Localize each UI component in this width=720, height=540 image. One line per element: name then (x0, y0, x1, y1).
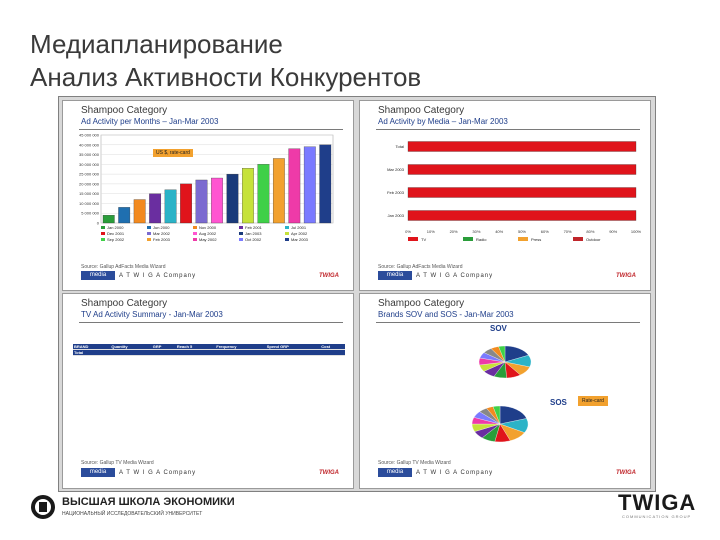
legend-swatch (285, 232, 289, 235)
y-tick-label: 30 000 000 (78, 161, 99, 167)
panel-sov-sos (359, 293, 651, 489)
company-word: Company (460, 470, 494, 476)
legend-swatch (408, 237, 418, 241)
total-cell (215, 350, 265, 356)
chart-annotation: US $, rate-card (153, 149, 193, 157)
x-tick-label: 80% (586, 229, 595, 234)
bar (211, 178, 222, 223)
col-quantity: Quantity (110, 344, 151, 350)
twiga-subtitle: COMMUNICATION GROUP (622, 514, 692, 519)
company-label (416, 273, 493, 279)
y-tick-label: 35 000 000 (78, 152, 99, 158)
panel-subtitle: Brands SOV and SOS - Jan-Mar 2003 (378, 310, 514, 319)
company-word: Company (163, 470, 197, 476)
bar (258, 164, 269, 223)
legend-label: Jun 2000 (153, 225, 170, 230)
x-tick-label: 90% (609, 229, 618, 234)
legend-swatch (573, 237, 583, 241)
col-brand: BRAND (73, 344, 110, 350)
bar (320, 145, 331, 223)
total-cell (320, 350, 345, 356)
x-tick-label: 70% (563, 229, 572, 234)
legend-swatch (239, 226, 243, 229)
x-tick-label: 100% (630, 229, 642, 234)
y-tick-label: 15 000 000 (78, 191, 99, 197)
bar-segment (408, 211, 636, 221)
bar (165, 190, 176, 223)
twiga-badge: TWIGA (616, 273, 636, 279)
category-label: Jan 2003 (387, 213, 404, 218)
panel-tv-summary (62, 293, 354, 489)
table-total-row (73, 350, 345, 356)
legend-label: Mar 2003 (291, 237, 308, 242)
legend-swatch (193, 232, 197, 235)
legend-label: Press (531, 237, 542, 242)
legend-label: Jul 2001 (291, 225, 307, 230)
bar (134, 200, 145, 223)
legend-label: Mar 2002 (153, 231, 170, 236)
hse-line2: НАЦИОНАЛЬНЫЙ ИССЛЕДОВАТЕЛЬСКИЙ УНИВЕРСИТЕТ (62, 511, 203, 517)
chart-pies (360, 324, 650, 464)
company-name: A T W I G A (416, 273, 458, 279)
y-tick-label: 40 000 000 (78, 142, 99, 148)
bar (273, 158, 284, 223)
legend-swatch (463, 237, 473, 241)
y-tick-label: 10 000 000 (78, 200, 99, 206)
legend-swatch (101, 232, 105, 235)
category-label: Feb 2003 (387, 190, 404, 195)
x-tick-label: 50% (517, 229, 527, 234)
tv-summary-table (73, 344, 345, 356)
col-reach: Reach 5 (176, 344, 215, 350)
company-word: Company (460, 273, 494, 279)
divider (376, 129, 640, 130)
bar (149, 194, 160, 223)
legend-label: TV (421, 237, 427, 242)
bar (289, 149, 300, 223)
company-label (119, 273, 196, 279)
y-tick-label: 0 (96, 220, 99, 226)
legend-swatch (239, 232, 243, 235)
screenshot-board (58, 96, 656, 492)
col-spend-grp: Spend GRP (266, 344, 321, 350)
legend-swatch (285, 226, 289, 229)
bar (242, 168, 253, 223)
legend-label: Nov 2000 (199, 225, 217, 230)
legend-swatch (193, 238, 197, 241)
bar-segment (408, 165, 636, 175)
source-note: Source: Gallup TV Media Wizard (81, 460, 154, 466)
x-tick-label: 10% (426, 229, 435, 234)
legend-label: Feb 2001 (245, 225, 262, 230)
slide-title-line1: Медиапланирование (30, 29, 283, 59)
y-tick-label: 45 000 000 (78, 132, 99, 138)
panel-title: Shampoo Category (378, 298, 465, 309)
hse-line1: ВЫСШАЯ ШКОЛА ЭКОНОМИКИ (62, 496, 235, 508)
twiga-badge: TWIGA (319, 273, 339, 279)
legend-label: Aug 2002 (199, 231, 217, 236)
col-frequency: Frequency (215, 344, 265, 350)
y-tick-label: 5 000 000 (81, 210, 99, 216)
bar (180, 184, 191, 223)
media-logo: media (378, 468, 412, 477)
bar (304, 147, 315, 223)
slide-title-line2: Анализ Активности Конкурентов (30, 62, 422, 92)
legend-swatch (285, 238, 289, 241)
panel-ad-activity-months (62, 100, 354, 291)
x-tick-label: 30% (472, 229, 481, 234)
divider (376, 322, 640, 323)
legend-swatch (147, 238, 151, 241)
col-cost: Cost (320, 344, 345, 350)
legend-swatch (193, 226, 197, 229)
company-name: A T W I G A (119, 273, 161, 279)
x-tick-label: 60% (540, 229, 549, 234)
bar (118, 207, 129, 223)
legend-swatch (147, 226, 151, 229)
divider (79, 322, 343, 323)
bar-segment (408, 188, 636, 198)
panel-subtitle: TV Ad Activity Summary - Jan-Mar 2003 (81, 310, 223, 319)
media-logo: media (378, 271, 412, 280)
legend-label: Jan 2003 (245, 231, 262, 236)
media-logo: media (81, 271, 115, 280)
sos-label: SOS (550, 398, 567, 407)
media-logo: media (81, 468, 115, 477)
hse-emblem-icon (30, 494, 56, 520)
legend-label: Outdoor (586, 237, 601, 242)
category-label: Mar 2003 (387, 167, 404, 172)
twiga-logo: TWIGA (618, 490, 697, 515)
bar (227, 174, 238, 223)
panel-title: Shampoo Category (378, 105, 465, 116)
company-word: Company (163, 273, 197, 279)
x-tick-label: 20% (449, 229, 458, 234)
twiga-badge: TWIGA (616, 470, 636, 476)
company-name: A T W I G A (416, 470, 458, 476)
source-note: Source: Gallup AdFacts Media Wizard (81, 264, 166, 270)
legend-label: May 2002 (199, 237, 217, 242)
panel-title: Shampoo Category (81, 298, 168, 309)
company-label (119, 470, 196, 476)
total-cell (110, 350, 151, 356)
company-name: A T W I G A (119, 470, 161, 476)
legend-label: Radio (476, 237, 487, 242)
source-note: Source: Gallup TV Media Wizard (378, 460, 451, 466)
bar-segment (408, 142, 636, 152)
total-cell (266, 350, 321, 356)
company-label (416, 470, 493, 476)
total-cell (176, 350, 215, 356)
legend-label: Apr 2002 (291, 231, 308, 236)
twiga-badge: TWIGA (319, 470, 339, 476)
divider (79, 129, 343, 130)
legend-swatch (147, 232, 151, 235)
panel-ad-activity-media (359, 100, 651, 291)
y-tick-label: 20 000 000 (78, 181, 99, 187)
slide-title (30, 28, 421, 94)
chart-media (360, 131, 650, 261)
y-tick-label: 25 000 000 (78, 171, 99, 177)
legend-swatch (239, 238, 243, 241)
rate-card-tag: Rate-card (578, 396, 608, 406)
panel-subtitle: Ad Activity per Months – Jan-Mar 2003 (81, 117, 219, 126)
legend-swatch (101, 226, 105, 229)
bar (103, 215, 114, 223)
panel-title: Shampoo Category (81, 105, 168, 116)
legend-label: Dec 2001 (107, 231, 125, 236)
category-label: Total (395, 144, 404, 149)
source-note: Source: Gallup AdFacts Media Wizard (378, 264, 463, 270)
legend-label: Oct 2002 (245, 237, 262, 242)
x-tick-label: 0% (405, 229, 411, 234)
legend-swatch (518, 237, 528, 241)
panel-subtitle: Ad Activity by Media – Jan-Mar 2003 (378, 117, 508, 126)
col-grp: GRP (152, 344, 176, 350)
bar (196, 180, 207, 223)
legend-label: Jan 2000 (107, 225, 124, 230)
sov-label: SOV (490, 324, 507, 333)
total-label: Total (73, 350, 110, 356)
legend-swatch (101, 238, 105, 241)
total-cell (152, 350, 176, 356)
legend-label: Sep 2002 (107, 237, 125, 242)
x-tick-label: 40% (495, 229, 504, 234)
legend-label: Feb 2003 (153, 237, 170, 242)
